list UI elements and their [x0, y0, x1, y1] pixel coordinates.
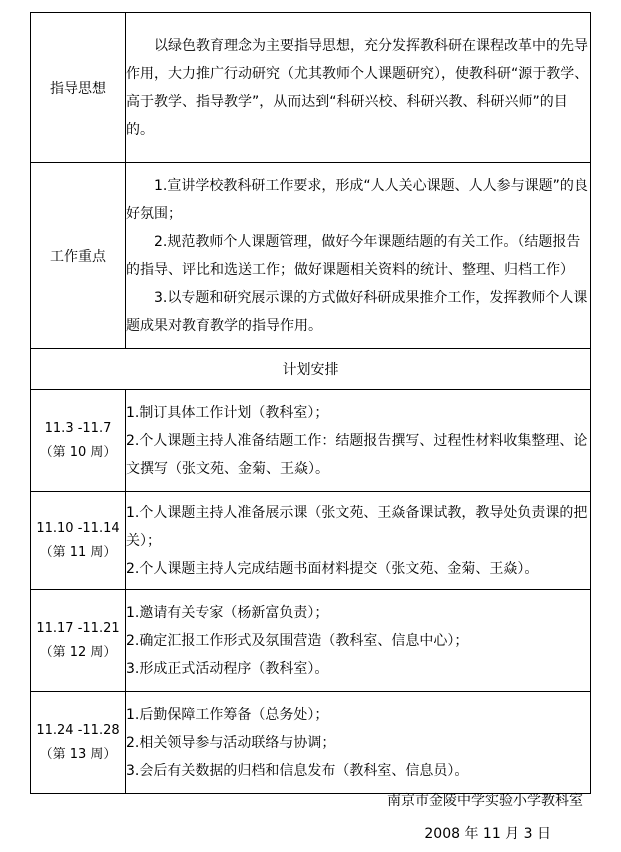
schedule-item: 3.形成正式活动程序（教科室）。 — [126, 660, 329, 677]
guiding-row — [31, 13, 591, 163]
week-dates: 11.17 -11.21 — [36, 620, 120, 636]
schedule-content — [126, 492, 591, 590]
footer-date: 2008 年 11 月 3 日 — [424, 826, 551, 842]
plan-table — [30, 12, 591, 794]
focus-content — [126, 163, 591, 349]
schedule-item: 2.个人课题主持人准备结题工作：结题报告撰写、过程性材料收集整理、论文撰写（张文苑、金菊、王焱）。 — [126, 432, 588, 477]
schedule-content — [126, 590, 591, 692]
footer-organization: 南京市金陵中学实验小学教科室 — [387, 793, 583, 809]
week-number: （第 10 周） — [39, 444, 117, 460]
schedule-row — [31, 492, 591, 590]
guiding-label: 指导思想 — [31, 13, 126, 163]
plan-title: 计划安排 — [31, 349, 591, 390]
schedule-item: 1.后勤保障工作筹备（总务处）； — [126, 706, 329, 723]
week-dates: 11.10 -11.14 — [36, 520, 120, 536]
week-cell — [31, 492, 126, 590]
plan-title-row — [31, 349, 591, 390]
week-dates: 11.3 -11.7 — [44, 420, 112, 436]
schedule-item: 2.相关领导参与活动联络与协调； — [126, 734, 336, 751]
guiding-text: 以绿色教育理念为主要指导思想，充分发挥教科研在课程改革中的先导作用，大力推广行动研究（尤其教师个人课题研究），使教科研“源于教学、高于教学、指导教学”，从而达到“科研兴校、科研兴教、科研兴师”的目的。 — [126, 37, 589, 138]
week-number: （第 11 周） — [39, 544, 117, 560]
schedule-item: 1.个人课题主持人准备展示课（张文苑、王焱备课试教，教导处负责课的把关）； — [126, 504, 588, 549]
focus-item: 3.以专题和研究展示课的方式做好科研成果推介工作，发挥教师个人课题成果对教育教学的指导作用。 — [126, 289, 588, 334]
week-cell — [31, 692, 126, 794]
focus-row — [31, 163, 591, 349]
focus-item: 1.宣讲学校教科研工作要求，形成“人人关心课题、人人参与课题”的良好氛围； — [126, 177, 588, 222]
week-dates: 11.24 -11.28 — [36, 722, 120, 738]
guiding-content — [126, 13, 591, 163]
schedule-item: 1.制订具体工作计划（教科室）； — [126, 404, 329, 421]
week-cell — [31, 390, 126, 492]
focus-item: 2.规范教师个人课题管理，做好今年课题结题的有关工作。（结题报告的指导、评比和选送工作；做好课题相关资料的统计、整理、归档工作） — [126, 233, 581, 278]
week-number: （第 12 周） — [39, 644, 117, 660]
schedule-row — [31, 390, 591, 492]
focus-label: 工作重点 — [31, 163, 126, 349]
schedule-content — [126, 390, 591, 492]
schedule-item: 1.邀请有关专家（杨新富负责）； — [126, 604, 329, 621]
schedule-row — [31, 692, 591, 794]
schedule-item: 2.个人课题主持人完成结题书面材料提交（张文苑、金菊、王焱）。 — [126, 560, 539, 577]
schedule-item: 3.会后有关数据的归档和信息发布（教科室、信息员）。 — [126, 762, 469, 779]
week-cell — [31, 590, 126, 692]
schedule-item: 2.确定汇报工作形式及氛围营造（教科室、信息中心）； — [126, 632, 469, 649]
schedule-row — [31, 590, 591, 692]
week-number: （第 13 周） — [39, 746, 117, 762]
schedule-content — [126, 692, 591, 794]
